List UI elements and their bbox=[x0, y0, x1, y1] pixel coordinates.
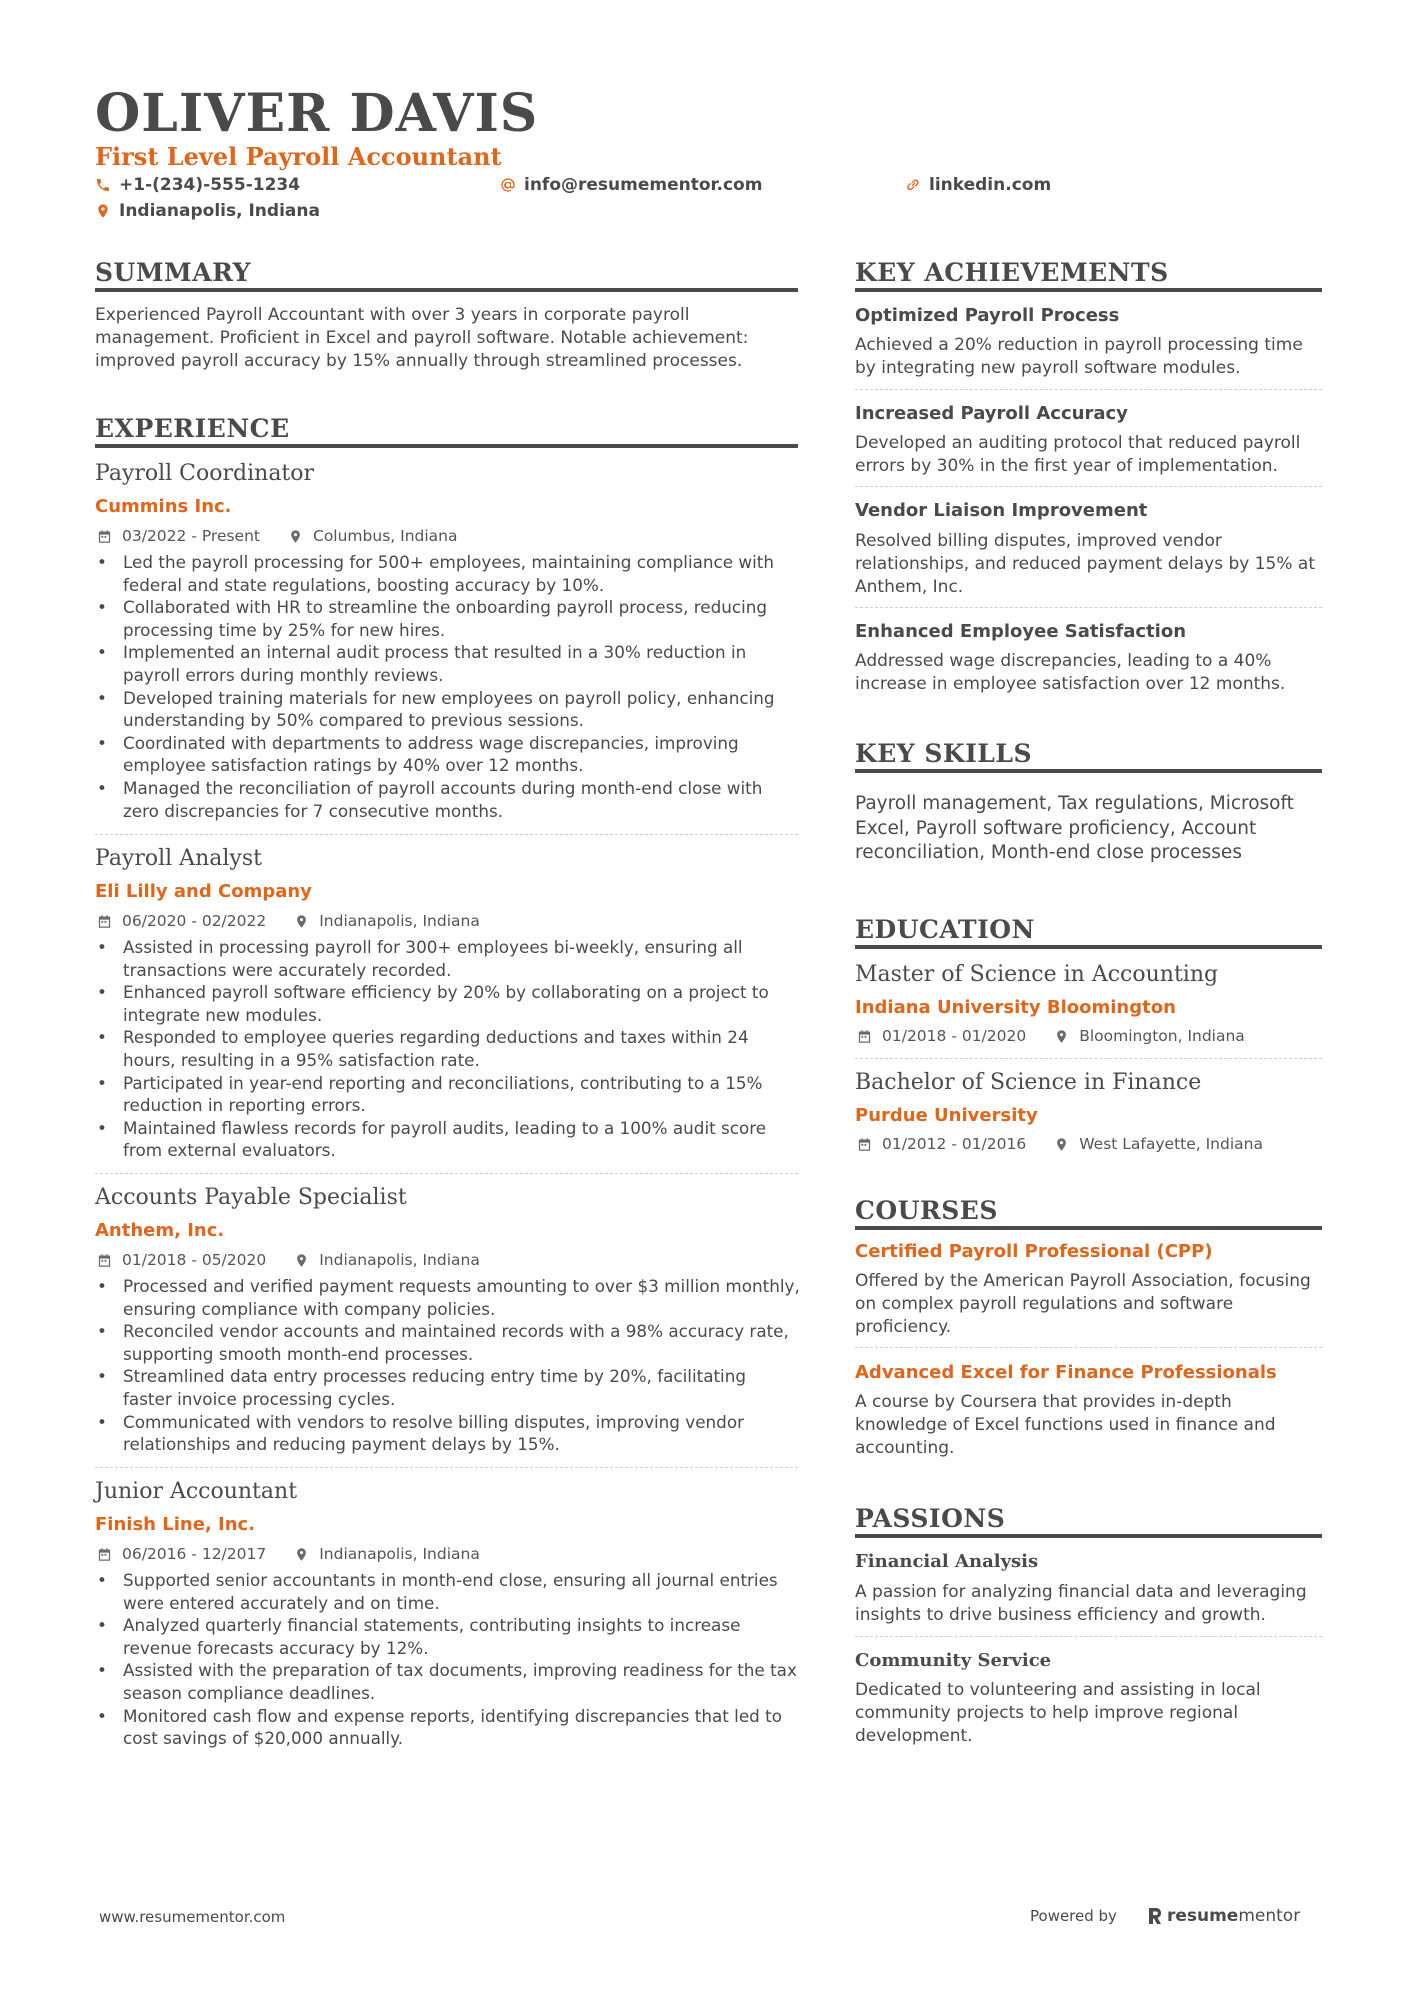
location-pin-icon bbox=[294, 1547, 309, 1562]
job-location: Indianapolis, Indiana bbox=[319, 1251, 480, 1269]
achievement-title: Increased Payroll Accuracy bbox=[855, 403, 1128, 424]
passion-text: Dedicated to volunteering and assisting in local community projects to help improve regional development. bbox=[855, 1680, 1261, 1746]
course-title: Advanced Excel for Finance Professionals bbox=[855, 1362, 1277, 1383]
contact-location bbox=[95, 199, 320, 223]
powered-by-text: Powered by bbox=[1030, 1907, 1117, 1925]
list-item: • Collaborated with HR to streamline the onboarding payroll process, reducing processing time by 25% for new hires. bbox=[95, 596, 800, 641]
job-title: Payroll Coordinator bbox=[95, 461, 315, 486]
achievement-title: Optimized Payroll Process bbox=[855, 305, 1120, 326]
courses-heading: COURSES bbox=[855, 1196, 998, 1225]
job-bullets bbox=[95, 551, 800, 822]
list-item: • Implemented an internal audit process that resulted in a 30% reduction in payroll errors during monthly reviews. bbox=[95, 641, 800, 686]
calendar-icon bbox=[97, 1547, 112, 1562]
job-meta bbox=[97, 1543, 480, 1565]
brand-light: mentor bbox=[1238, 1906, 1301, 1926]
calendar-icon bbox=[97, 914, 112, 929]
education-meta bbox=[857, 1133, 1263, 1155]
education-dates: 01/2018 - 01/2020 bbox=[882, 1027, 1027, 1045]
divider bbox=[95, 834, 798, 835]
calendar-icon bbox=[857, 1029, 872, 1044]
calendar-icon bbox=[97, 529, 112, 544]
skills-rule bbox=[855, 769, 1322, 773]
divider bbox=[855, 607, 1322, 608]
location-pin-icon bbox=[95, 203, 111, 219]
list-item: • Supported senior accountants in month-end close, ensuring all journal entries were entered accurately and on time. bbox=[95, 1569, 800, 1614]
achievement-text: Achieved a 20% reduction in payroll processing time by integrating new payroll software modules. bbox=[855, 335, 1303, 378]
phone-text: +1-(234)-555-1234 bbox=[119, 175, 301, 195]
location-pin-icon bbox=[294, 914, 309, 929]
education-rule bbox=[855, 945, 1322, 949]
divider bbox=[95, 1467, 798, 1468]
list-item: • Participated in year-end reporting and reconciliations, contributing to a 15% reduction in reporting errors. bbox=[95, 1072, 800, 1117]
passion-text: A passion for analyzing financial data and leveraging insights to drive business efficiency and growth. bbox=[855, 1582, 1307, 1625]
calendar-icon bbox=[97, 1253, 112, 1268]
list-item: • Managed the reconciliation of payroll accounts during month-end close with zero discrepancies for 7 consecutive months. bbox=[95, 777, 800, 822]
achievement-title: Vendor Liaison Improvement bbox=[855, 500, 1148, 521]
job-title: Payroll Analyst bbox=[95, 846, 262, 871]
contact-phone bbox=[95, 173, 300, 197]
contact-email[interactable] bbox=[500, 173, 762, 197]
education-heading: EDUCATION bbox=[855, 915, 1035, 944]
education-location: Bloomington, Indiana bbox=[1079, 1027, 1245, 1045]
education-meta bbox=[857, 1025, 1245, 1047]
job-location: Indianapolis, Indiana bbox=[319, 1545, 480, 1563]
achievement-text: Developed an auditing protocol that reduced payroll errors by 30% in the first year of implementation. bbox=[855, 433, 1301, 476]
location-pin-icon bbox=[1054, 1137, 1069, 1152]
divider bbox=[855, 486, 1322, 487]
contact-linkedin[interactable] bbox=[905, 173, 1051, 197]
list-item: • Maintained flawless records for payroll audits, leading to a 100% audit score from external evaluators. bbox=[95, 1117, 800, 1162]
job-bullets bbox=[95, 1569, 800, 1750]
list-item: • Processed and verified payment requests amounting to over $3 million monthly, ensuring compliance with company policies. bbox=[95, 1275, 800, 1320]
location-pin-icon bbox=[294, 1253, 309, 1268]
list-item: • Streamlined data entry processes reducing entry time by 20%, facilitating faster invoice processing cycles. bbox=[95, 1365, 800, 1410]
location-text: Indianapolis, Indiana bbox=[119, 201, 320, 221]
job-meta bbox=[97, 1249, 480, 1271]
list-item: • Communicated with vendors to resolve billing disputes, improving vendor relationships and reducing payment delays by 15%. bbox=[95, 1411, 800, 1456]
divider bbox=[95, 1173, 798, 1174]
list-item: • Reconciled vendor accounts and maintained records with a 98% accuracy rate, supporting smooth month-end processes. bbox=[95, 1320, 800, 1365]
education-location: West Lafayette, Indiana bbox=[1079, 1135, 1263, 1153]
school-name: Purdue University bbox=[855, 1105, 1038, 1126]
candidate-title: First Level Payroll Accountant bbox=[95, 142, 502, 171]
location-pin-icon bbox=[288, 529, 303, 544]
job-dates: 01/2018 - 05/2020 bbox=[122, 1251, 267, 1269]
degree-title: Master of Science in Accounting bbox=[855, 962, 1219, 987]
job-bullets bbox=[95, 936, 800, 1162]
at-icon bbox=[500, 177, 516, 193]
job-dates: 06/2020 - 02/2022 bbox=[122, 912, 267, 930]
summary-rule bbox=[95, 288, 798, 292]
job-title: Junior Accountant bbox=[95, 1479, 298, 1504]
skills-text: Payroll management, Tax regulations, Microsoft Excel, Payroll software proficiency, Account reconciliation, Month-end close processes bbox=[855, 793, 1294, 863]
summary-text: Experienced Payroll Accountant with over 3 years in corporate payroll management. Proficient in Excel and payroll software. Notable achievement: improved payroll accuracy by 15% annually through streamlined processes. bbox=[95, 305, 749, 371]
footer-powered bbox=[1030, 1906, 1300, 1926]
phone-icon bbox=[95, 177, 111, 193]
job-bullets bbox=[95, 1275, 800, 1456]
passion-title: Community Service bbox=[855, 1650, 1052, 1671]
achievement-text: Addressed wage discrepancies, leading to a 40% increase in employee satisfaction over 12 months. bbox=[855, 651, 1286, 694]
divider bbox=[855, 389, 1322, 390]
job-location: Columbus, Indiana bbox=[313, 527, 458, 545]
courses-rule bbox=[855, 1226, 1322, 1230]
list-item: • Enhanced payroll software efficiency by 20% by collaborating on a project to integrate new modules. bbox=[95, 981, 800, 1026]
achievement-text: Resolved billing disputes, improved vendor relationships, and reduced payment delays by 15% at Anthem, Inc. bbox=[855, 531, 1315, 597]
divider bbox=[855, 1347, 1322, 1348]
degree-title: Bachelor of Science in Finance bbox=[855, 1070, 1202, 1095]
course-title: Certified Payroll Professional (CPP) bbox=[855, 1241, 1213, 1262]
calendar-icon bbox=[857, 1137, 872, 1152]
list-item: • Developed training materials for new employees on payroll policy, enhancing understanding by 50% compared to previous sessions. bbox=[95, 687, 800, 732]
experience-heading: EXPERIENCE bbox=[95, 414, 290, 443]
education-dates: 01/2012 - 01/2016 bbox=[882, 1135, 1027, 1153]
job-meta bbox=[97, 525, 458, 547]
job-location: Indianapolis, Indiana bbox=[319, 912, 480, 930]
list-item: • Assisted in processing payroll for 300+ employees bi-weekly, ensuring all transactions were accurately recorded. bbox=[95, 936, 800, 981]
location-pin-icon bbox=[1054, 1029, 1069, 1044]
job-dates: 03/2022 - Present bbox=[122, 527, 260, 545]
passions-heading: PASSIONS bbox=[855, 1504, 1006, 1533]
footer-website[interactable]: www.resumementor.com bbox=[99, 1908, 286, 1926]
company-name: Finish Line, Inc. bbox=[95, 1514, 256, 1535]
linkedin-text: linkedin.com bbox=[929, 175, 1052, 195]
divider bbox=[855, 1058, 1322, 1059]
company-name: Anthem, Inc. bbox=[95, 1220, 225, 1241]
summary-heading: SUMMARY bbox=[95, 258, 251, 287]
list-item: • Analyzed quarterly financial statements, contributing insights to increase revenue forecasts accuracy by 12%. bbox=[95, 1614, 800, 1659]
job-meta bbox=[97, 910, 480, 932]
list-item: • Led the payroll processing for 500+ employees, maintaining compliance with federal and state regulations, boosting accuracy by 10%. bbox=[95, 551, 800, 596]
brand-bold: resume bbox=[1166, 1906, 1239, 1926]
achievements-rule bbox=[855, 288, 1322, 292]
experience-rule bbox=[95, 444, 798, 448]
company-name: Cummins Inc. bbox=[95, 496, 232, 517]
list-item: • Responded to employee queries regarding deductions and taxes within 24 hours, resulting in a 95% satisfaction rate. bbox=[95, 1026, 800, 1071]
passion-title: Financial Analysis bbox=[855, 1551, 1039, 1572]
course-text: A course by Coursera that provides in-depth knowledge of Excel functions used in finance and accounting. bbox=[855, 1392, 1276, 1458]
divider bbox=[855, 1636, 1322, 1637]
link-icon bbox=[905, 177, 921, 193]
achievement-title: Enhanced Employee Satisfaction bbox=[855, 621, 1187, 642]
job-title: Accounts Payable Specialist bbox=[95, 1185, 407, 1210]
email-text: info@resumementor.com bbox=[524, 175, 763, 195]
list-item: • Monitored cash flow and expense reports, identifying discrepancies that led to cost savings of $20,000 annually. bbox=[95, 1705, 800, 1750]
list-item: • Coordinated with departments to address wage discrepancies, improving employee satisfaction ratings by 40% over 12 months. bbox=[95, 732, 800, 777]
candidate-name: OLIVER DAVIS bbox=[95, 83, 539, 144]
company-name: Eli Lilly and Company bbox=[95, 881, 312, 902]
resumementor-logo-icon bbox=[1147, 1906, 1163, 1926]
skills-heading: KEY SKILLS bbox=[855, 739, 1033, 768]
course-text: Offered by the American Payroll Association, focusing on complex payroll regulations and software proficiency. bbox=[855, 1271, 1311, 1337]
achievements-heading: KEY ACHIEVEMENTS bbox=[855, 258, 1169, 287]
list-item: • Assisted with the preparation of tax documents, improving readiness for the tax season compliance deadlines. bbox=[95, 1659, 800, 1704]
brand-logo[interactable] bbox=[1147, 1906, 1300, 1926]
school-name: Indiana University Bloomington bbox=[855, 997, 1176, 1018]
passions-rule bbox=[855, 1534, 1322, 1538]
job-dates: 06/2016 - 12/2017 bbox=[122, 1545, 267, 1563]
